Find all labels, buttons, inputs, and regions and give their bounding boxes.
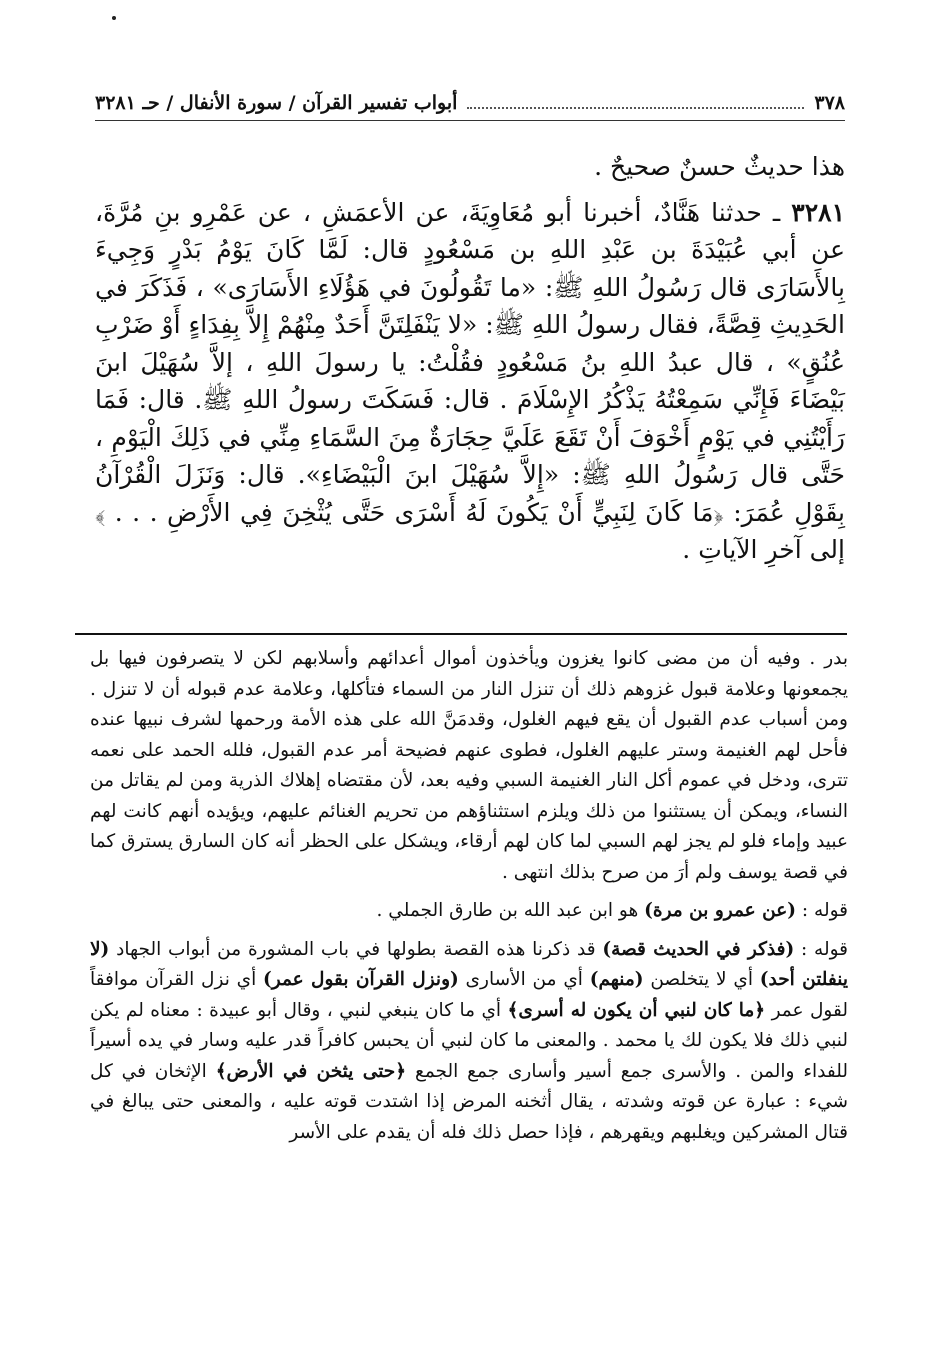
note-text: هو ابن عبد الله بن طارق الجملي . — [376, 900, 639, 921]
quran-quote: ﴿ما كان لنبي أن يكون له أسرى﴾ — [507, 999, 766, 1021]
note-text: أي من الأسارى — [465, 969, 583, 990]
quoted-phrase: (منهم) — [589, 969, 644, 990]
hadith-verdict: هذا حديثٌ حسنٌ صحيحٌ . — [594, 152, 845, 181]
page-header — [95, 86, 845, 121]
quoted-phrase: (فذكر في الحديث قصة) — [602, 938, 795, 960]
commentary-paragraph: بدر . وفيه أن من مضى كانوا يغزون ويأخذون أموال أعدائهم وأسلابهم لكن لا يتصرفون فيها بل يجمعونها وعلامة قبول غزوهم ذلك أن تنزل النار من السماء فتأكلها، وعلامة عدم قبوله أن لا تنزل . ومن أسباب عدم القبول أن يقع فيهم الغلول، وقدمَنَّ الله على هذه الأمة ورحمها لشرف نبيها عنده فأحل لهم الغنيمة وستر عليهم الغلول، فطوى عنهم فضيحة أمر عدم القبول، فلله الحمد على نعمه تترى، ودخل في عموم أكل النار الغنيمة السبي وفيه بعد، لأن مقتضاه إهلاك الذرية ومن لم يقاتل من النساء، ويمكن أن يستثنوا من ذلك ويلزم استثناؤهم من تحريم الغنائم عليهم، ويؤيده أنهم كانت لهم عبيد وإماء فلو لم يجز لهم السبي لما كان لهم أرقاء، ويشكل على الحظر أنه كان السارق يسترق كما في قصة يوسف ولم أرَ من صرح بذلك انتهى . — [90, 648, 848, 883]
note-prefix: قوله : — [801, 900, 848, 921]
header-dot-leader — [467, 97, 804, 109]
footnote-divider — [75, 633, 847, 635]
note-text: أي لا يتخلصن — [650, 969, 753, 990]
note-text: الإثخان في كل شيء : عبارة عن قوته وشدته ، يقال أثخنه المرض إذا اشتدت قوته عليه ، والمعنى حتى يبالغ في قتال المشركين ويغلبهم ويقهرهم ، فإذا حصل ذلك فله أن يقدم على الأسر — [90, 1060, 848, 1143]
page-number: ٣٧٨ — [814, 92, 845, 114]
note-prefix: قوله : — [801, 938, 848, 960]
note-text: أي نزل القرآن موافقاً لقول عمر — [90, 969, 848, 1021]
note-text: أي ما كان ينبغي لنبي ، وقال أبو عبيدة : معناه لم يكن لنبي ذلك فلا يكون لك يا محمد . والمعنى ما كان لنبي أن يحبس كافراً قدر عليه وسار في يده أسيراً للفداء والمن . والأسرى جمع أسير وأسارى جمع الجمع — [90, 999, 848, 1082]
scan-speck — [112, 16, 116, 20]
running-title: أبواب تفسير القرآن / سورة الأنفال / حـ ٣٢٨١ — [95, 92, 458, 114]
hadith-paragraph — [95, 194, 845, 569]
quoted-phrase: (عن عمرو بن مرة) — [644, 900, 797, 921]
quran-quote: ﴿حتى يثخن في الأرض﴾ — [215, 1060, 407, 1082]
commentary-paragraph — [90, 935, 848, 1149]
commentary-paragraph — [90, 896, 848, 927]
commentary — [90, 644, 848, 1148]
main-text — [95, 148, 845, 569]
quoted-phrase: (ونزل القرآن بقول عمر) — [263, 969, 459, 990]
hadith-text: ـ حدثنا هَنَّادٌ، أخبرنا أبو مُعَاوِيَةَ، عن الأعمَشِ ، عن عَمْرِو بنِ مُرَّةَ، عن أبي عُبَيْدَةَ بن عَبْدِ اللهِ بن مَسْعُودٍ قال: لَمَّا كَانَ يَوْمُ بَدْرٍ وَجِيءَ بِالأَسَارَى قال رَسُولُ اللهِ ﷺ: «ما تَقُولُونَ في هَؤُلَاءِ الأَسَارَى» ، فَذَكَرَ في الحَدِيثِ قِصَّةً، فقال رسولُ اللهِ ﷺ: «لا يَنْفَلِتَنَّ أَحَدٌ مِنْهُمْ إِلاَّ بِفِدَاءٍ أَوْ ضَرْبِ عُنُقٍ» ، قال عبدُ اللهِ بنُ مَسْعُودٍ فقُلْتُ: يا رسولَ اللهِ ، إلاَّ سُهَيْلَ ابنَ بَيْضَاءَ فَإِنِّي سَمِعْتُهُ يَذْكُرُ الإِسْلَامَ . قال: فَسَكَتَ رسولُ اللهِ ﷺ. قال: فَمَا رَأَيْتُنِي في يَوْمٍ أَخْوَفَ أَنْ تَقَعَ عَلَيَّ حِجَارَةٌ مِنَ السَّمَاءِ مِنِّي في ذَلِكَ الْيَوْمِ ، حَتَّى قال رَسُولُ اللهِ ﷺ: «إِلاَّ سُهَيْلَ ابنَ الْبَيْضَاءِ». قال: وَنَزَلَ الْقُرْآنُ بِقَوْلِ عُمَرَ: ﴿مَا كَانَ لِنَبِيٍّ أَنْ يَكُونَ لَهُ أَسْرَى حَتَّى يُثْخِنَ فِي الأَرْضِ . . . ﴾ إلى آخرِ الآياتِ . — [95, 197, 845, 564]
hadith-number: ٣٢٨١ — [791, 197, 845, 227]
note-text: قد ذكرنا هذه القصة بطولها في باب المشورة من أبواب الجهاد — [116, 938, 596, 960]
quoted-phrase: (لا ينفلتن أحد) — [90, 938, 849, 990]
